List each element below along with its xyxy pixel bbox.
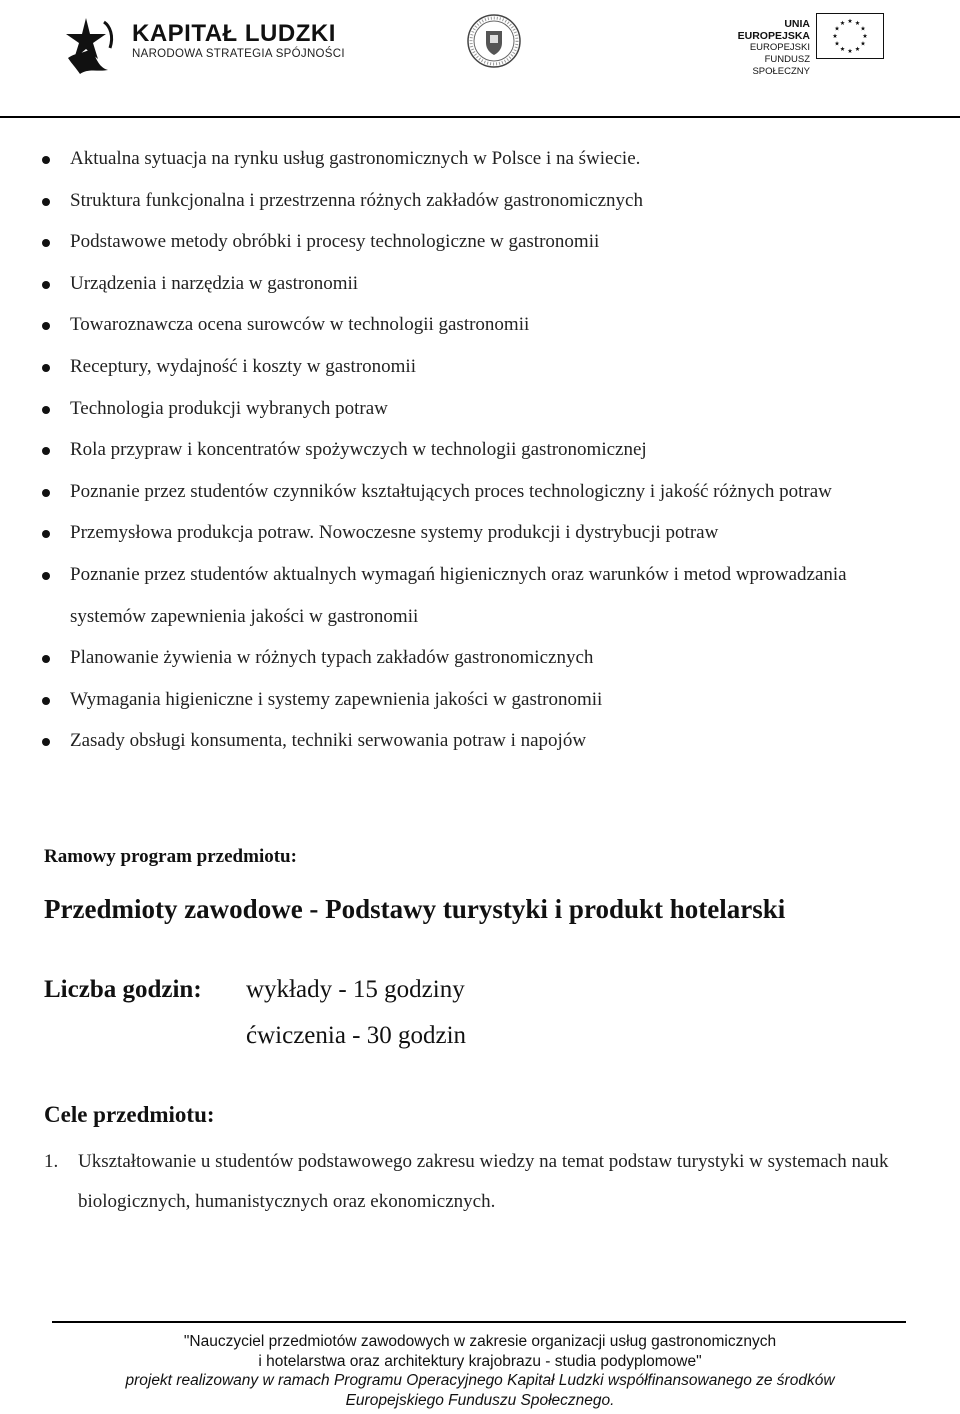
eu-text <box>716 18 810 78</box>
bullet-icon <box>42 655 50 663</box>
topic-item <box>0 388 960 430</box>
footer-line-1: "Nauczyciel przedmiotów zawodowych w zakresie organizacji usług gastronomicznych <box>183 1333 777 1350</box>
topic-text: Aktualna sytuacja na rynku usług gastronomicznych w Polsce i na świecie. <box>70 148 641 169</box>
university-seal-icon <box>466 13 522 69</box>
topic-text: Zasady obsługi konsumenta, techniki serwowania potraw i napojów <box>70 730 587 752</box>
bullet-icon <box>42 322 50 330</box>
topic-item <box>0 138 960 180</box>
bullet-icon <box>42 406 50 414</box>
bullet-icon <box>42 572 50 580</box>
eu-line-2: EUROPEJSKI <box>749 42 810 53</box>
eu-flag-icon <box>816 13 884 59</box>
bullet-icon <box>42 530 50 538</box>
footer-line-4: Europejskiego Funduszu Społecznego. <box>345 1391 615 1409</box>
bullet-icon <box>42 281 50 289</box>
topic-text: Urządzenia i narzędzia w gastronomii <box>70 272 359 294</box>
bullet-icon <box>42 738 50 746</box>
topic-text: Technologia produkcji wybranych potraw <box>70 397 388 419</box>
bullet-icon <box>42 198 50 206</box>
topic-list <box>0 138 960 762</box>
goal-number: 1. <box>44 1151 59 1172</box>
bullet-icon <box>42 447 50 455</box>
topic-text: Podstawowe metody obróbki i procesy technologiczne w gastronomii <box>70 231 600 253</box>
topic-item <box>0 221 960 263</box>
topic-item <box>0 304 960 346</box>
topic-item <box>0 637 960 679</box>
page-header <box>0 0 960 118</box>
goal-item <box>44 1142 924 1222</box>
footer-divider <box>52 1321 906 1323</box>
topic-text: Struktura funkcjonalna i przestrzenna różnych zakładów gastronomicznych <box>70 189 643 211</box>
topic-item <box>0 180 960 222</box>
program-label: Ramowy program przedmiotu: <box>44 846 297 867</box>
topic-text: Przemysłowa produkcja potraw. Nowoczesne systemy produkcji i dystrybucji potraw <box>70 522 719 544</box>
topic-text: Receptury, wydajność i koszty w gastronomii <box>70 355 416 377</box>
topic-text: Rola przypraw i koncentratów spożywczych w technologii gastronomicznej <box>70 439 647 461</box>
kapital-ludzki-title: KAPITAŁ LUDZKI <box>132 20 336 47</box>
page-footer <box>40 1332 920 1410</box>
bullet-icon <box>42 489 50 497</box>
hours-lectures: wykłady - 15 godziny <box>246 976 465 1003</box>
topic-item <box>0 471 960 513</box>
topic-text: Towaroznawcza ocena surowców w technologii gastronomii <box>70 314 530 336</box>
eu-line-1: UNIA EUROPEJSKA <box>737 18 810 42</box>
topic-item <box>0 720 960 762</box>
goal-text: Ukształtowanie u studentów podstawowego zakresu wiedzy na temat podstaw turystyki w systemach nauk biologicznych, humanistycznych oraz ekonomicznych. <box>78 1151 889 1212</box>
topic-text: Poznanie przez studentów aktualnych wymagań higienicznych oraz warunków i metod wprowadzania systemów zapewnienia jakości w gastronomii <box>70 563 847 627</box>
footer-line-3: projekt realizowany w ramach Programu Operacyjnego Kapitał Ludzki współfinansowanego ze środków <box>125 1372 835 1389</box>
topic-text: Planowanie żywienia w różnych typach zakładów gastronomicznych <box>70 647 594 669</box>
topic-item <box>0 679 960 721</box>
footer-line-2: i hotelarstwa oraz architektury krajobrazu - studia podyplomowe" <box>258 1352 702 1370</box>
main-content <box>0 138 960 762</box>
topic-item <box>0 512 960 554</box>
bullet-icon <box>42 364 50 372</box>
bullet-icon <box>42 239 50 247</box>
bullet-icon <box>42 697 50 705</box>
header-divider <box>0 116 960 118</box>
topic-item <box>0 554 960 637</box>
hours-label: Liczba godzin: <box>44 976 202 1003</box>
topic-text: Wymagania higieniczne i systemy zapewnienia jakości w gastronomii <box>70 688 603 710</box>
bullet-icon <box>42 156 50 164</box>
topic-text: Poznanie przez studentów czynników kształtujących proces technologiczny i jakość różnych potraw <box>70 480 832 502</box>
topic-item <box>0 263 960 305</box>
kapital-ludzki-subtitle: NARODOWA STRATEGIA SPÓJNOŚCI <box>132 48 345 60</box>
hours-exercises: ćwiczenia - 30 godzin <box>246 1022 467 1049</box>
goals-label: Cele przedmiotu: <box>44 1102 215 1127</box>
eu-line-3: FUNDUSZ SPOŁECZNY <box>752 54 810 77</box>
subject-title: Przedmioty zawodowe - Podstawy turystyki i produkt hotelarski <box>44 894 786 924</box>
topic-item <box>0 346 960 388</box>
topic-item <box>0 429 960 471</box>
